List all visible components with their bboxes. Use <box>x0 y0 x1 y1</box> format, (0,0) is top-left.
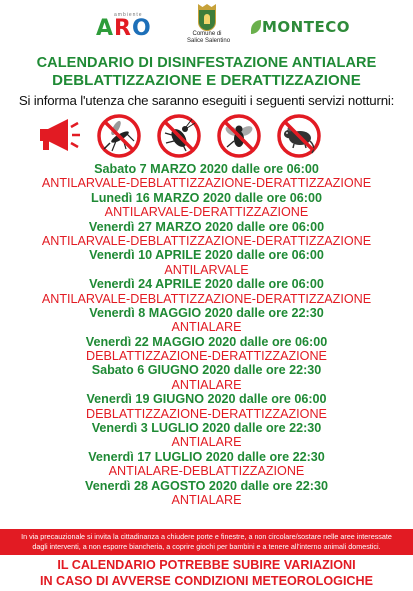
cockroach-prohibited-icon <box>156 113 202 159</box>
notice-line-2: dagli interventi, a non esporre biancheria, a coprire giochi per bambini e a tenere all'interno animali domestici. <box>32 541 381 551</box>
fly-prohibited-icon <box>216 113 262 159</box>
aro-logo-caption: ambiente <box>114 12 143 18</box>
schedule-date: Sabato 7 MARZO 2020 dalle ore 06:00 <box>94 162 319 176</box>
schedule-service: ANTILARVALE-DEBLATTIZZAZIONE-DERATTIZZAZIONE <box>41 176 372 191</box>
schedule-date: Venerdì 10 APRILE 2020 dalle ore 06:00 <box>89 248 324 263</box>
schedule-date: Venerdì 22 MAGGIO 2020 dalle ore 06:00 <box>85 334 328 349</box>
schedule-service: ANTILARVALE <box>164 262 249 277</box>
schedule-date: Venerdì 28 AGOSTO 2020 dalle ore 22:30 <box>85 478 328 493</box>
comune-name: Salice Salentino <box>187 38 231 44</box>
header-logos <box>0 4 413 54</box>
schedule-date: Venerdì 24 APRILE 2020 dalle ore 06:00 <box>89 277 324 292</box>
mosquito-prohibited-icon <box>96 113 142 159</box>
monteco-logo <box>251 18 350 40</box>
notice-line-1: In via precauzionale si invita la cittadinanza a chiudere porte e finestre, a non circolare/sostare nelle aree interessate <box>21 532 392 541</box>
aro-logo <box>96 12 154 42</box>
megaphone-icon <box>36 113 82 159</box>
schedule-service: ANTIALARE-DEBLATTIZZAZIONE <box>108 464 305 479</box>
schedule-date: Lunedì 16 MARZO 2020 dalle ore 06:00 <box>91 190 322 205</box>
schedule-date: Venerdì 17 LUGLIO 2020 dalle ore 22:30 <box>88 449 325 464</box>
page-title: CALENDARIO DI DISINFESTAZIONE ANTIALARE <box>36 55 377 71</box>
page-subtitle: DEBLATTIZZAZIONE E DERATTIZZAZIONE <box>52 72 361 89</box>
leaf-icon <box>251 20 261 34</box>
schedule-date: Venerdì 27 MARZO 2020 dalle ore 06:00 <box>88 219 325 234</box>
schedule-date: Sabato 6 GIUGNO 2020 dalle ore 22:30 <box>91 363 322 378</box>
comune-label: Comune di <box>192 31 222 37</box>
schedule-service: ANTILARVALE-DEBLATTIZZAZIONE-DERATTIZZAZIONE <box>41 233 372 248</box>
crest-shield-icon <box>198 9 216 31</box>
aro-logo-r: R <box>114 16 132 41</box>
schedule-service: DEBLATTIZZAZIONE-DERATTIZZAZIONE <box>86 406 327 421</box>
aro-logo-a: A <box>96 16 115 41</box>
rat-prohibited-icon <box>276 113 322 159</box>
precaution-notice <box>0 529 413 555</box>
schedule-service: ANTIALARE <box>171 320 242 335</box>
aro-logo-o: O <box>131 16 152 41</box>
service-icons <box>0 113 413 159</box>
schedule-date: Venerdì 19 GIUGNO 2020 dalle ore 06:00 <box>86 392 327 407</box>
monteco-wordmark: MONTECO <box>262 18 350 36</box>
schedule-service: DEBLATTIZZAZIONE-DERATTIZZAZIONE <box>86 349 327 364</box>
schedule-service: ANTILARVALE-DEBLATTIZZAZIONE-DERATTIZZAZIONE <box>41 291 372 306</box>
schedule-service: ANTIALARE <box>171 435 242 450</box>
schedule-service: ANTIALARE <box>171 377 242 392</box>
variation-warning: IL CALENDARIO POTREBBE SUBIRE VARIAZIONI <box>57 558 356 572</box>
schedule-service: ANTILARVALE-DERATTIZZAZIONE <box>104 205 309 220</box>
schedule-date: Venerdì 3 LUGLIO 2020 dalle ore 22:30 <box>91 421 322 436</box>
comune-crest <box>187 4 231 54</box>
schedule-date: Venerdì 8 MAGGIO 2020 dalle ore 22:30 <box>89 305 324 320</box>
schedule-service: ANTIALARE <box>171 492 242 507</box>
schedule-list <box>0 162 413 507</box>
weather-warning: IN CASO DI AVVERSE CONDIZIONI METEOROLOGICHE <box>39 574 374 588</box>
intro-text: Si informa l'utenza che saranno eseguiti i seguenti servizi notturni: <box>18 93 395 108</box>
